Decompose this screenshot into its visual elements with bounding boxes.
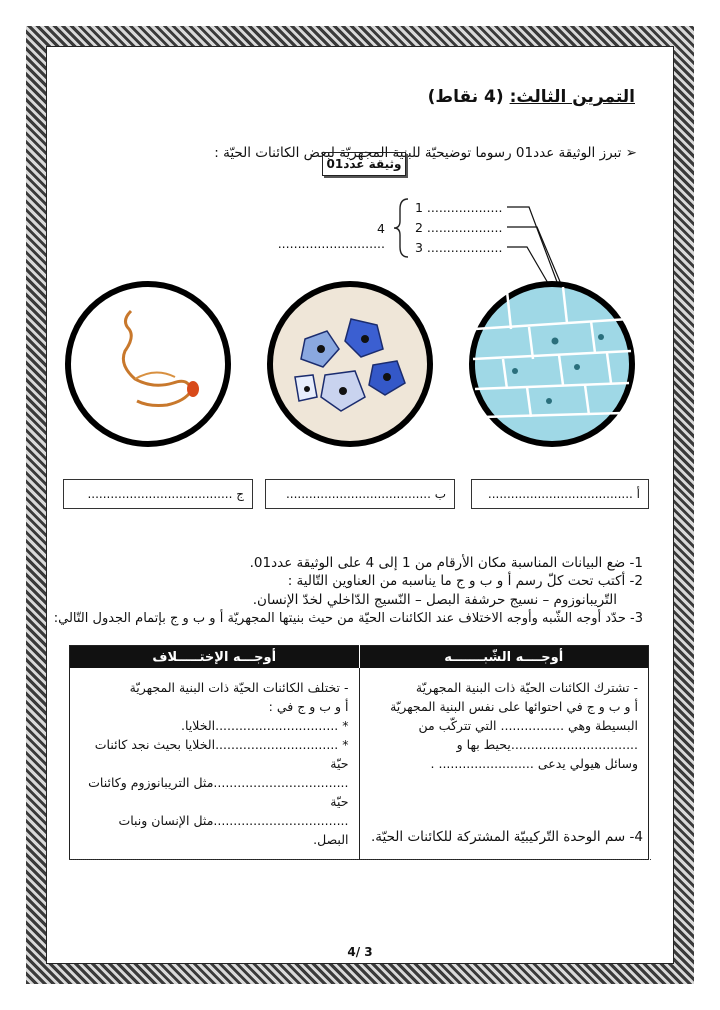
difference-line: أ و ب و ج في :	[268, 699, 349, 714]
difference-line: - تختلف الكائنات الحيّة ذات البنية المجهريّة	[129, 680, 349, 695]
question-2: 2- أكتب تحت كلّ رسم أ و ب و ج ما يناسبه من العناوين التّالية :	[287, 573, 643, 589]
difference-line: * ...............................الخلايا.	[181, 718, 349, 733]
arrow-bullet-icon: ➢	[621, 145, 637, 161]
label-4: 4 ...........................	[277, 221, 385, 251]
similarity-line: ................................يحيط بها و	[456, 737, 638, 752]
table-header-difference: أوجـــه الإختـــــلاف	[70, 646, 360, 669]
difference-line: ..................................مثل الإنسان ونبات البصل.	[118, 813, 349, 847]
document-label: وثيقة عدد01	[322, 152, 406, 176]
comparison-table	[69, 645, 649, 860]
label-3: 3 ...................	[415, 240, 503, 255]
label-1: 1 ...................	[415, 200, 503, 215]
table-header-similarity: أوجــــه الشّبـــــــه	[359, 646, 649, 669]
intro-sentence: تبرز الوثيقة عدد01 رسوما توضيحيّة للبنية المجهريّة لبعض الكائنات الحيّة :	[214, 145, 622, 161]
image-onion-cells	[467, 279, 637, 449]
exercise-points: (4 نقاط)	[427, 87, 504, 107]
answer-c-text: ج ......................................	[87, 487, 244, 501]
image-trypanosome	[63, 279, 233, 449]
similarity-line: البسيطة وهي ................ التي تتركّب من	[418, 718, 638, 733]
similarity-line: وسائل هيولي يدعى ........................ .	[430, 756, 638, 771]
similarity-line: - تشترك الكائنات الحيّة ذات البنية المجهريّة	[415, 680, 638, 695]
image-cheek-cells	[265, 279, 435, 449]
difference-line: * ...............................الخلايا بحيث نجد كائنات حيّة	[94, 737, 349, 771]
page-number: 4/ 3	[347, 945, 373, 959]
answer-line-q4[interactable]	[69, 859, 651, 860]
answer-box-b[interactable]	[265, 479, 455, 509]
question-3: 3- حدّد أوجه الشّبه وأوجه الاختلاف عند الكائنات الحيّة من حيث بنيتها المجهريّة أ و ب و ج بإتمام الجدول التّالي:	[53, 611, 643, 626]
answer-a-text: أ ......................................	[487, 487, 640, 501]
question-4: 4- سم الوحدة التّركيبيّة المشتركة للكائنات الحيّة.	[370, 829, 643, 845]
answer-box-a[interactable]	[471, 479, 649, 509]
decorative-border	[26, 26, 694, 984]
similarity-line: أ و ب و ج في احتوائها على نفس البنية المجهريّة	[390, 699, 638, 714]
exercise-title	[428, 87, 635, 107]
label-2: 2 ...................	[415, 220, 503, 235]
question-2-options: التّريبانوزوم – نسيج حرشفة البصل – النّسيج الدّاخلي لخدّ الإنسان.	[252, 592, 617, 608]
answer-box-c[interactable]	[63, 479, 253, 509]
question-1: 1- ضع البيانات المناسبة مكان الأرقام من 1 إلى 4 على الوثيقة عدد01.	[249, 555, 643, 571]
brace-icon	[392, 197, 412, 259]
page-content	[46, 46, 674, 964]
difference-line: ..................................مثل التريبانوزوم وكائنات حيّة	[88, 775, 349, 809]
exercise-title-text: التمرين الثالث:	[509, 87, 635, 107]
answer-b-text: ب ......................................	[285, 487, 446, 501]
